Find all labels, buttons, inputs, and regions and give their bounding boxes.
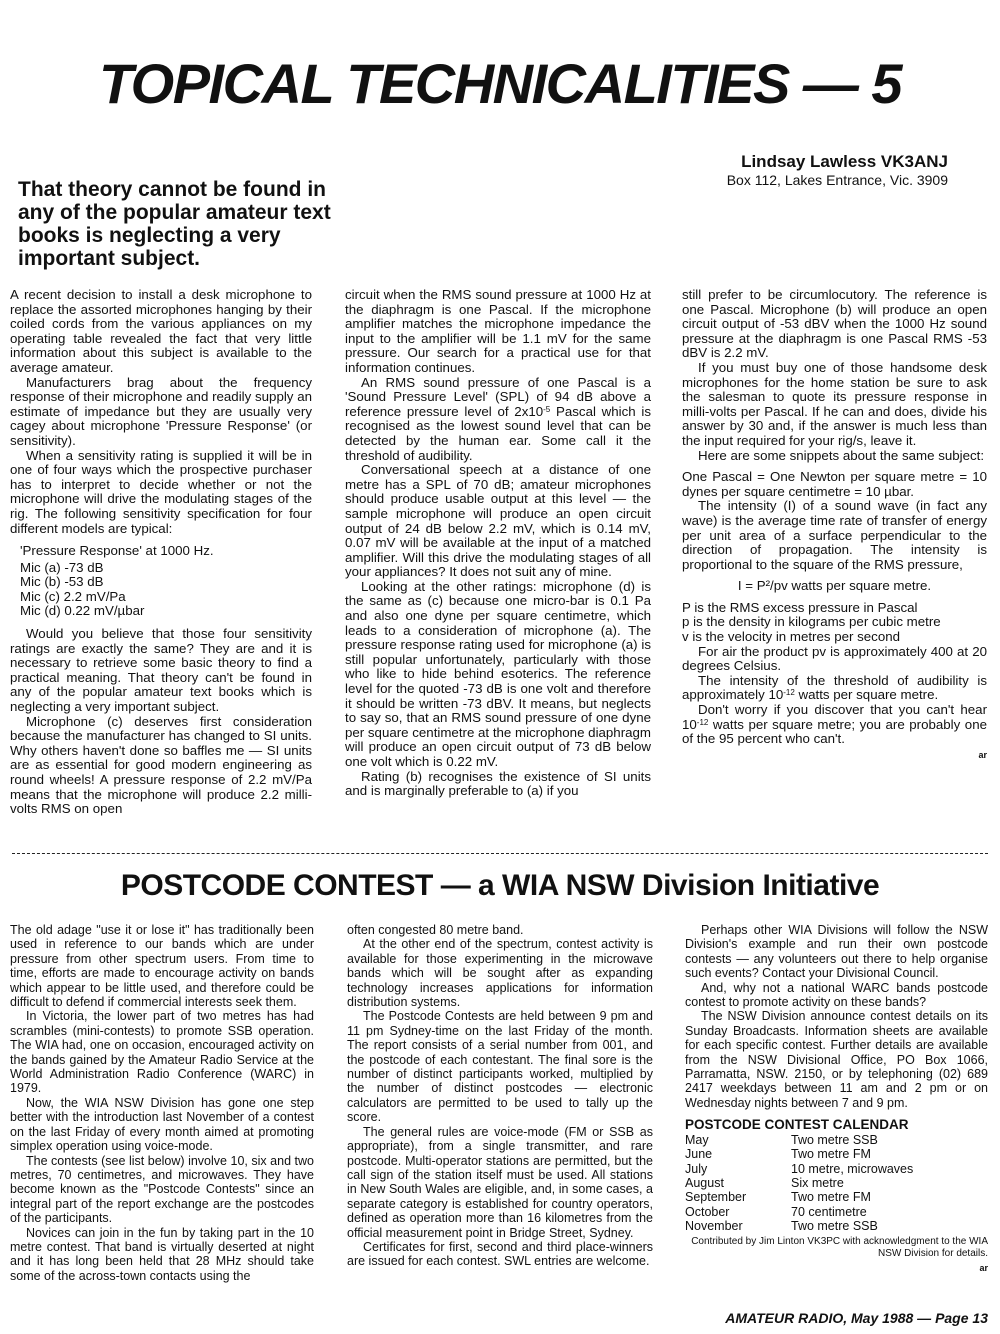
calendar-row [685,1205,988,1219]
calendar-title: POSTCODE CONTEST CALENDAR [685,1117,909,1133]
section-divider [12,853,988,854]
calendar-band: Two metre SSB [791,1132,878,1147]
calendar-row [685,1176,988,1190]
calendar-row [685,1219,988,1233]
paragraph: The NSW Division announce contest details on its Sunday Broadcasts. Information sheets are available for each specific contest. Further details are available from the NSW Divisional Office, PO Box 1066, Parramatta, NSW. 2150, or by telephoning (02) 689 2417 weekdays between 11 am and 2 pm or on Wednesday nights between 7 and 9 pm. [685,1009,988,1110]
article2-column-3 [685,923,988,1275]
paragraph: At the other end of the spectrum, contest activity is available for those experimenting in the microwave bands which will be sought after as expanding technology increases applications for information distribution systems. [347,937,653,1010]
paragraph: Certificates for first, second and third place-winners are issued for each contest. SWL entries are welcome. [347,1239,653,1269]
calendar-row [685,1162,988,1176]
article-title: TOPICAL TECHNICALITIES — 5 [98,52,902,115]
calendar-band: Two metre FM [791,1147,871,1162]
article1-column-1 [10,288,312,817]
article2-title: POSTCODE CONTEST — a WIA NSW Division Initiative [120,869,880,902]
paragraph: In Victoria, the lower part of two metres has had scrambles (mini-contests) to promote SSB operation. The WIA had, one on occasion, encouraged activity on the bands gained by the Amateur Radio Service at the World Administration Radio Conference (WARC) in 1979. [10,1009,314,1096]
calendar-month: October [685,1204,730,1219]
calendar-row [685,1133,988,1147]
paragraph: The old adage "use it or lose it" has traditionally been used in reference to our bands which are under pressure from other spectrum users. From time to time, efforts are made to encourage activity on bands which appear to be little used, and therefore could be difficult to defend if commercial interests seek them. [10,923,314,1010]
paragraph: still prefer to be circumlocutory. The reference is one Pascal. Microphone (b) will produce an open circuit output of -53 dBV when the 1000 Hz sound pressure at the diaphragm is one Pascal RMS -53 dBV is 2.2 mV. [682,287,987,361]
paragraph: And, why not a national WARC bands postcode contest to promote activity on these bands? [685,980,988,1010]
byline [727,152,948,189]
calendar-month: June [685,1147,713,1162]
sensitivity-list [20,544,312,619]
paragraph: Rating (b) recognises the existence of SI units and is marginally preferable to (a) if you [345,768,651,799]
paragraph: The intensity (I) of a sound wave (in fact any wave) is the average time rate of transfer of energy per unit area of a surface perpendicular to the direction of propagation. The intensity is proportional to the square of the RMS pressure, [682,498,987,572]
paragraph: When a sensitivity rating is supplied it will be in one of four ways which the prospective purchaser has to interpret to decide whether or not the microphone will drive the modulating stages of the rig. The following sensitivity specification for four different models are typical: [10,447,312,536]
paragraph: A recent decision to install a desk microphone to replace the assorted microphones hanging by their coiled cords from the various appliances on my operating table revealed the fact that very little information about this subject is available to the average amateur. [10,287,312,375]
calendar-month: September [685,1190,747,1205]
article2-column-1 [10,923,314,1283]
paragraph: often congested 80 metre band. [347,923,524,937]
paragraph: Looking at the other ratings: microphone (d) is the same as (c) because one micro-bar is 0.1 Pa and also one dyne per square centimetre, which leads to a consideration of microphone (a). The pressure response rating used for microphone (a) is still popular unfortunately, particularly with those who like to hide behind esoterics. The reference level for the quoted -73 dB is one volt and therefore it should be written -73 dBV. It means, but neglects to say so, that an RMS sound pressure of one dyne per square centimetre at the microphone diaphragm will produce an open circuit output of 73 dB below one volt which is 0.22 mV. [345,578,651,769]
pull-quote: That theory cannot be found in any of the popular amateur text books is neglecting a very important subject. [18,178,331,270]
paragraph: Novices can join in the fun by taking part in the 10 metre contest. That band is virtually deserted at night and it has long been held that 28 MHz should take some of the across-town contacts using the [10,1225,314,1283]
paragraph: Now, the WIA NSW Division has gone one step better with the introduction last November of a contest on the last Friday of every month aimed at promoting simplex operation using voice-mode. [10,1095,314,1154]
calendar-band: Two metre FM [791,1190,871,1205]
paragraph: circuit when the RMS sound pressure at 1000 Hz at the diaphragm is one Pascal. If the microphone amplifier matches the microphone impedance the input to the amplifier will be 1.1 mV for the same pressure. Our search for a practical use for that information continues. [345,287,651,375]
intensity-formula: I = P²/pv watts per square metre. [737,578,932,594]
paragraph: Don't worry if you discover that you can't hear $10^{-12}$ watts per square metre; you are probably one of the 95 percent who can't. [682,702,987,747]
author-name: Lindsay Lawless VK3ANJ [741,152,948,171]
end-mark: ar [979,1262,988,1273]
calendar-band: Six metre [791,1175,844,1190]
end-mark: ar [978,749,987,760]
credit-line: Contributed by Jim Linton VK3PC with acknowledgment to the WIA NSW Division for details. [691,1235,988,1259]
list-item: Mic (b) -53 dB [20,574,104,590]
list-item: Mic (c) 2.2 mV/Pa [20,588,126,604]
list-item: Mic (d) 0.22 mV/µbar [20,603,145,619]
definition: v is the velocity in metres per second [682,629,901,645]
paragraph: Here are some snippets about the same subject: [698,447,985,463]
calendar-band: Two metre SSB [791,1219,878,1234]
calendar-band: 10 metre, microwaves [791,1161,914,1176]
calendar-month: May [685,1132,709,1147]
paragraph: Conversational speech at a distance of one metre has a SPL of 70 dB; amateur microphones should produce usable output at this level — the sample microphone will produce an open circuit output of 24 dB below 2.2 mV, which is 0.14 mV, 0.07 mV will be available at the input of a matched amplifier. Will this drive the modulating stages of all your appliances? It does not suit any of mine. [345,462,651,580]
calendar-month: August [685,1175,724,1190]
author-address: Box 112, Lakes Entrance, Vic. 3909 [726,172,948,188]
paragraph: The general rules are voice-mode (FM or SSB as appropriate), from a single transmitter, and rare postcode. Multi-operator stations are permitted, but the call sign of the station itself must be used. All stations in New South Wales are eligible, and, in some cases, a separate category is established for country operators, defined as operation more than 16 kilometres from the official measurement point in Bridge Street, Sydney. [347,1124,653,1240]
calendar-month: November [685,1219,743,1234]
calendar-band: 70 centimetre [791,1204,867,1219]
article1-column-2 [345,288,651,799]
paragraph: For air the product pv is approximately 400 at 20 degrees Celsius. [682,643,987,674]
list-heading: 'Pressure Response' at 1000 Hz. [20,543,214,559]
paragraph: An RMS sound pressure of one Pascal is a 'Sound Pressure Level' (SPL) of 94 dB above a reference pressure level of $2x10^{-5}$ Pascal which is recognised as the lowest sound level that can be detected by the human ear. Some call it the threshold of audibility. [345,374,651,463]
page-footer: AMATEUR RADIO, May 1988 — Page 13 [725,1310,988,1326]
calendar-row [685,1147,988,1161]
article2-column-2 [347,923,653,1269]
definition: p is the density in kilograms per cubic metre [682,614,941,630]
paragraph: Would you believe that those four sensitivity ratings are exactly the same? They are and it is necessary to retrieve some basic theory to find a practical meaning. That theory can't be found in any of the popular amateur text books which is neglecting a very important subject. [10,626,312,715]
list-item: Mic (a) -73 dB [20,559,104,575]
paragraph: The contests (see list below) involve 10, six and two metres, 70 centimetres, and microwaves. They have become known as the "Postcode Contests" since an integral part of the report exchange are the postcodes of the participants. [10,1153,314,1226]
article1-column-3 [682,288,987,762]
contest-calendar [685,1133,988,1234]
paragraph: One Pascal = One Newton per square metre = 10 dynes per square centimetre = 10 µbar. [682,469,987,499]
paragraph: Perhaps other WIA Divisions will follow the NSW Division's example and run their own postcode contests — any volunteers out there to help organise such events? Contact your Divisional Council. [685,923,988,981]
calendar-row [685,1190,988,1204]
paragraph: The intensity of the threshold of audibility is approximately $10^{-12}$ watts per square metre. [682,672,987,703]
definition: P is the RMS excess pressure in Pascal [682,599,918,615]
paragraph: If you must buy one of those handsome desk microphones for the home station be sure to ask the salesman to quote its pressure response in milli-volts per Pascal. If he can and does, divide his answer by 30 and, if the answer is much less than the input required for your rig/s, leave it. [682,359,987,448]
paragraph: Manufacturers brag about the frequency response of their microphone and readily supply an estimate of impedance but they are usually very cagey about microphone 'Pressure Response' (or sensitivity). [10,374,312,448]
paragraph: The Postcode Contests are held between 9 pm and 11 pm Sydney-time on the last Friday of the month. The report consists of a serial number from 001, and the postcode of each contestant. The final sore is the number of distinct participants worked, multiplied by the number of distinct postcodes — electronic calculators are permitted to be used to tally up the score. [347,1009,653,1125]
paragraph: Microphone (c) deserves first consideration because the manufacturer has changed to SI units. Why others haven't done so baffles me — SI units are as essential for good modern engineering as round wheels! A pressure response of 2.2 mV/Pa means that the microphone will produce 2.2 milli-volts RMS on open [10,713,312,817]
calendar-month: July [685,1161,708,1176]
